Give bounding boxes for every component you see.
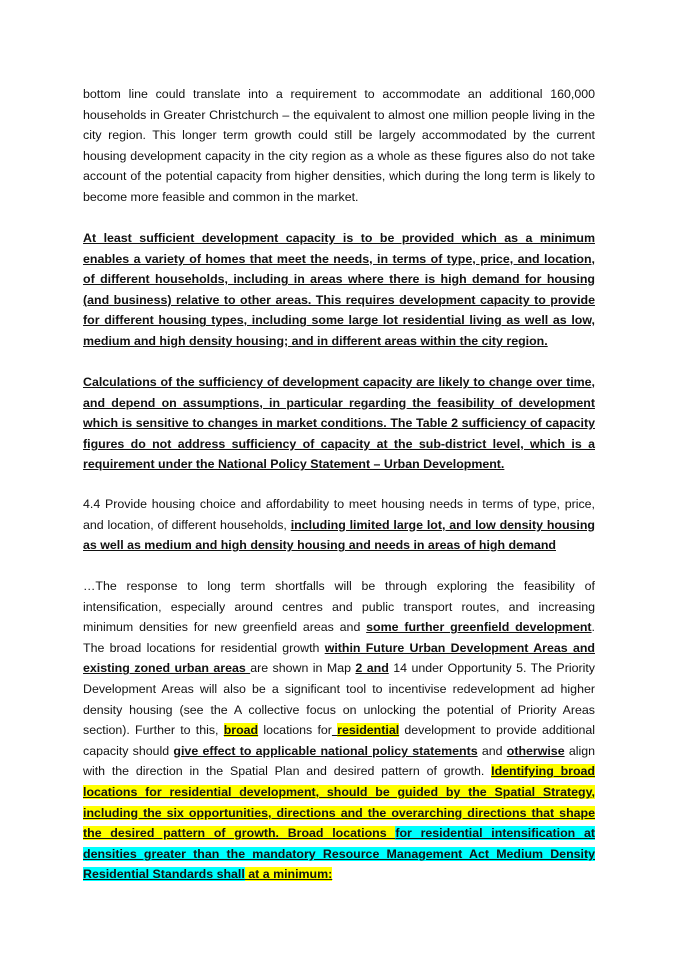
- response-s8: broad: [223, 723, 259, 738]
- response-s18: Broad locations: [278, 826, 396, 841]
- response-paragraph: [83, 576, 595, 885]
- response-s13: give effect to applicable national policy statements: [173, 743, 478, 758]
- capacity-paragraph: [83, 228, 595, 352]
- response-s7: 14 under Opportunity 5. The Priority Development Areas will also be a significant tool to incentivise redevelopment ad higher density housing (see the A collective focus on unlocking the potential of Priority Areas section). Further to this,: [83, 661, 595, 738]
- intro-text: bottom line could translate into a requirement to accommodate an additional 160,000 households in Greater Christchurch – the equivalent to almost one million people living in the city region. This longer term growth could still be largely accommodated by the current housing development capacity in the city region as a whole as these figures also do not take account of the potential capacity from higher densities, which during the long term is likely to become more feasible and common in the market.: [83, 87, 595, 204]
- response-s5: are shown in Map: [250, 661, 356, 676]
- response-s14: and: [477, 743, 507, 758]
- response-s1: …The response to long term shortfalls will be through exploring the feasibility of intensification, especially around centres and public transport routes, and increasing minimum densities for new greenfield areas and: [83, 579, 595, 635]
- response-s19: for residential intensification at densities greater than the mandatory Resource Management Act Medium Density Residential Standards shall: [83, 826, 595, 882]
- response-s17: Identifying broad locations for residential development, should be guided by the Spatial Strategy, including the six opportunities, directions and the overarching directions that shape the desired pattern of growth.: [83, 764, 595, 841]
- calculations-text: Calculations of the sufficiency of development capacity are likely to change over time, and depend on assumptions, in particular regarding the feasibility of development which is sensitive to changes in market conditions. The Table 2 sufficiency of capacity figures do not address sufficiency of capacity at the sub-district level, which is a requirement under the National Policy Statement – Urban Development.: [83, 375, 595, 472]
- response-s3: . The broad locations for residential growth: [83, 620, 595, 655]
- section-4-4-added: including limited large lot, and low density housing as well as medium and high density housing and needs in areas of high demand: [83, 517, 595, 553]
- response-s12: development to provide additional capacity should: [83, 723, 596, 758]
- response-s4: within Future Urban Development Areas and existing zoned urban areas: [83, 640, 595, 676]
- section-4-4-lead: 4.4 Provide housing choice and affordability to meet housing needs in terms of type, price, and location, of different households,: [83, 497, 595, 532]
- intro-paragraph: [83, 84, 595, 208]
- response-s6: 2 and: [355, 661, 389, 676]
- response-s15: otherwise: [506, 743, 565, 758]
- section-4-4-paragraph: [83, 494, 595, 556]
- response-s9: locations for: [258, 723, 332, 738]
- response-s11: residential: [337, 723, 400, 738]
- response-s20: at a minimum:: [244, 867, 333, 882]
- response-s16: align with the direction in the Spatial Plan and desired pattern of growth.: [83, 743, 595, 779]
- capacity-text: At least sufficient development capacity is to be provided which as a minimum enables a variety of homes that meet the needs, in terms of type, price, and location, of different households, including in areas where there is high demand for housing (and business) relative to other areas. This requires development capacity to provide for different housing types, including some large lot residential living as well as low, medium and high density housing; and in different areas within the city region.: [83, 231, 595, 348]
- calculations-paragraph: [83, 372, 595, 475]
- response-s2: some further greenfield development: [366, 620, 592, 635]
